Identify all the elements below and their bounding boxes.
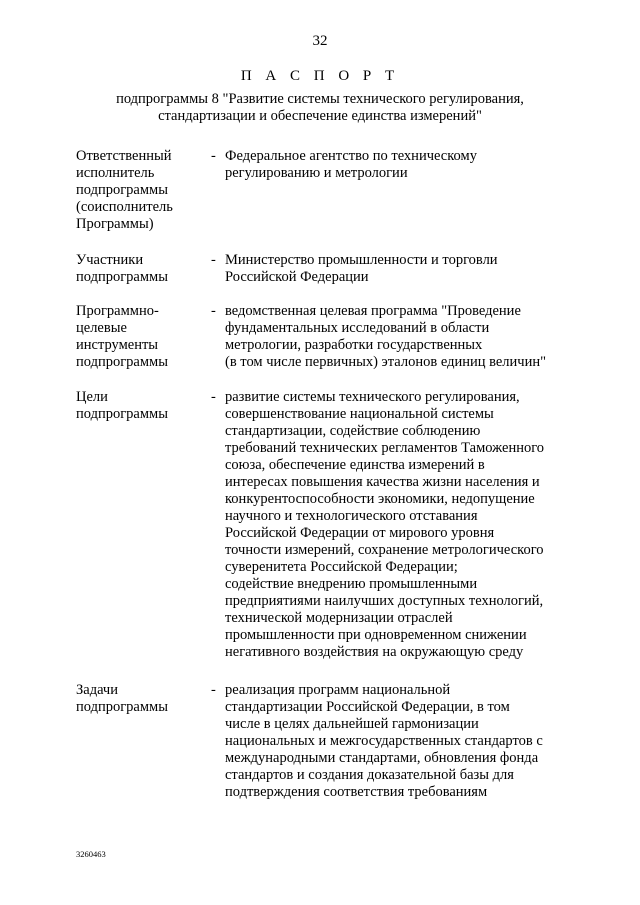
value-line: развитие системы технического регулирования, bbox=[225, 389, 520, 405]
value-line: совершенствование национальной системы bbox=[225, 406, 494, 422]
value-line: стандартизации, содействие соблюдению bbox=[225, 423, 481, 439]
row-value bbox=[225, 682, 565, 801]
label-line: подпрограммы bbox=[76, 406, 168, 422]
value-line: Российской Федерации от мирового уровня bbox=[225, 525, 495, 541]
label-line: целевые bbox=[76, 320, 127, 336]
label-line: подпрограммы bbox=[76, 699, 168, 715]
value-line: стандартизации Российской Федерации, в том bbox=[225, 699, 510, 715]
value-line: союза, обеспечение единства измерений в bbox=[225, 457, 485, 473]
value-line: регулированию и метрологии bbox=[225, 165, 408, 181]
value-line: фундаментальных исследований в области bbox=[225, 320, 490, 336]
label-line: подпрограммы bbox=[76, 354, 168, 370]
value-line: точности измерений, сохранение метрологического bbox=[225, 542, 544, 558]
value-line: международными стандартами, обновления фонда bbox=[225, 750, 539, 766]
label-line: инструменты bbox=[76, 337, 159, 353]
row-dash: - bbox=[211, 389, 216, 405]
value-line: суверенитета Российской Федерации; bbox=[225, 559, 458, 575]
label-line: Программы) bbox=[76, 216, 154, 232]
document-subtitle bbox=[60, 91, 580, 125]
value-line: содействие внедрению промышленными bbox=[225, 576, 478, 592]
value-line: предприятиями наилучших доступных технологий, bbox=[225, 593, 544, 609]
value-line: требований технических регламентов Таможенного bbox=[225, 440, 545, 456]
value-line: Министерство промышленности и торговли bbox=[225, 252, 498, 268]
row-label bbox=[76, 148, 206, 233]
label-line: исполнитель bbox=[76, 165, 155, 181]
value-line: метрологии, разработки государственных bbox=[225, 337, 483, 353]
label-line: Цели bbox=[76, 389, 108, 405]
value-line: Федеральное агентство по техническому bbox=[225, 148, 477, 164]
row-label bbox=[76, 682, 206, 716]
row-dash: - bbox=[211, 682, 216, 698]
row-label bbox=[76, 303, 206, 371]
value-line: (в том числе первичных) эталонов единиц величин" bbox=[225, 354, 547, 370]
value-line: негативного воздействия на окружающую среду bbox=[225, 644, 524, 660]
row-value bbox=[225, 148, 565, 182]
value-line: стандартов и создания доказательной базы для bbox=[225, 767, 514, 783]
row-value bbox=[225, 252, 565, 286]
subtitle-line: стандартизации и обеспечение единства измерений" bbox=[158, 108, 482, 124]
row-value bbox=[225, 303, 565, 371]
value-line: научного и технологического отставания bbox=[225, 508, 478, 524]
label-line: подпрограммы bbox=[76, 182, 168, 198]
row-dash: - bbox=[211, 303, 216, 319]
value-line: подтверждения соответствия требованиям bbox=[225, 784, 488, 800]
subtitle-line: подпрограммы 8 "Развитие системы технического регулирования, bbox=[116, 91, 524, 107]
value-line: конкурентоспособности экономики, недопущение bbox=[225, 491, 535, 507]
label-line: Участники bbox=[76, 252, 144, 268]
row-label bbox=[76, 389, 206, 423]
page-number: 32 bbox=[312, 33, 328, 49]
label-line: Ответственный bbox=[76, 148, 172, 164]
value-line: Российской Федерации bbox=[225, 269, 369, 285]
value-line: интересах повышения качества жизни населения и bbox=[225, 474, 540, 490]
value-line: числе в целях дальнейшей гармонизации bbox=[225, 716, 479, 732]
label-line: Программно- bbox=[76, 303, 159, 319]
value-line: реализация программ национальной bbox=[225, 682, 451, 698]
label-line: подпрограммы bbox=[76, 269, 168, 285]
label-line: (соисполнитель bbox=[76, 199, 173, 215]
row-value bbox=[225, 389, 565, 661]
value-line: ведомственная целевая программа "Проведение bbox=[225, 303, 521, 319]
row-dash: - bbox=[211, 252, 216, 268]
value-line: национальных и межгосударственных стандартов с bbox=[225, 733, 543, 749]
document-code: 3260463 bbox=[76, 849, 106, 859]
value-line: промышленности при одновременном снижении bbox=[225, 627, 527, 643]
row-dash: - bbox=[211, 148, 216, 164]
label-line: Задачи bbox=[76, 682, 118, 698]
value-line: технической модернизации отраслей bbox=[225, 610, 453, 626]
row-label bbox=[76, 252, 206, 286]
document-title: П А С П О Р Т bbox=[240, 68, 400, 84]
